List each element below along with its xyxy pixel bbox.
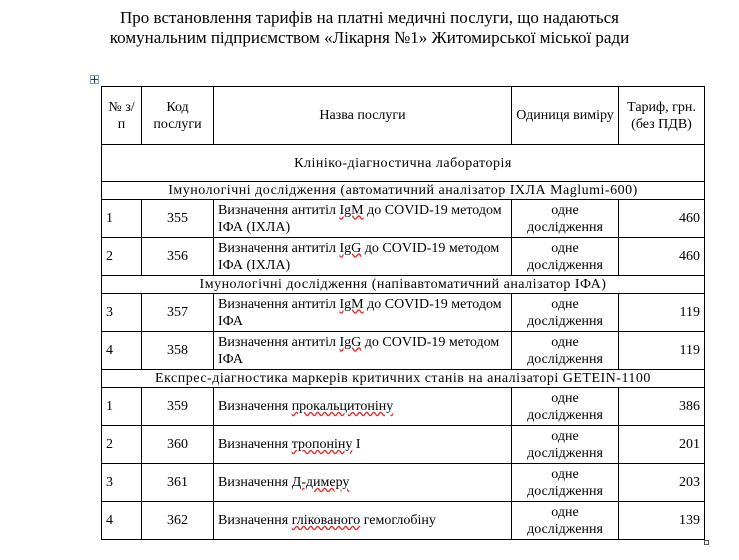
tariff-value: 460 (619, 238, 705, 276)
section-row (102, 370, 705, 388)
service-code: 355 (142, 200, 214, 238)
service-code: 361 (142, 464, 214, 502)
table-row (102, 238, 705, 276)
service-name-prefix: Визначення (218, 475, 292, 490)
service-name (214, 200, 512, 238)
tariff-value: 119 (619, 332, 705, 370)
table-move-handle-icon[interactable] (90, 75, 99, 84)
tariff-value: 119 (619, 294, 705, 332)
service-name-suffix: гемоглобіну (360, 513, 436, 528)
service-name (214, 502, 512, 540)
header-num: № з/п (102, 87, 142, 145)
tariff-value: 139 (619, 502, 705, 540)
service-code: 362 (142, 502, 214, 540)
unit-of-measure: одне дослідження (512, 464, 619, 502)
service-name-term: IgG (339, 334, 362, 350)
service-code: 357 (142, 294, 214, 332)
service-name-term: прокальцитоніну (291, 399, 394, 414)
service-code: 358 (142, 332, 214, 370)
header-tariff: Тариф, грн. (без ПДВ) (619, 87, 705, 145)
service-name-term: тропоніну (291, 437, 353, 452)
service-name-suffix: І (352, 437, 361, 452)
service-name (214, 238, 512, 276)
table-row (102, 294, 705, 332)
unit-of-measure: одне дослідження (512, 332, 619, 370)
row-number: 3 (102, 294, 142, 332)
header-unit: Одиниця виміру (512, 87, 619, 145)
section-title: Експрес-діагностика маркерів критичних станів на аналізаторі GETEIN-1100 (102, 370, 705, 388)
row-number: 1 (102, 388, 142, 426)
row-number: 3 (102, 464, 142, 502)
service-name-prefix: Визначення антитіл (218, 296, 340, 312)
service-name-term: Д-димеру (291, 475, 350, 490)
table-row (102, 426, 705, 464)
service-name-term: IgM (339, 296, 364, 312)
service-name-suffix: до COVID-19 методом ІФА (218, 334, 500, 367)
service-name-term: IgG (339, 240, 362, 256)
service-name-suffix: до COVID-19 методом ІФА (218, 296, 502, 329)
document-title (0, 8, 739, 48)
row-number: 2 (102, 426, 142, 464)
service-name-prefix: Визначення (218, 437, 292, 452)
service-name (214, 388, 512, 426)
unit-of-measure: одне дослідження (512, 238, 619, 276)
service-code: 356 (142, 238, 214, 276)
lab-title-row (102, 145, 705, 182)
tariff-table (101, 86, 705, 540)
table-row (102, 332, 705, 370)
table-header-row (102, 87, 705, 145)
header-name: Назва послуги (214, 87, 512, 145)
tariff-value: 201 (619, 426, 705, 464)
service-name-prefix: Визначення (218, 513, 292, 528)
row-number: 4 (102, 332, 142, 370)
service-name (214, 426, 512, 464)
unit-of-measure: одне дослідження (512, 426, 619, 464)
service-name-suffix: до COVID-19 методом ІФА (ІХЛА) (218, 240, 500, 273)
section-title: Імунологічні дослідження (напівавтоматичний аналізатор ІФА) (102, 276, 705, 294)
service-code: 360 (142, 426, 214, 464)
service-name-term: IgM (339, 202, 364, 218)
row-number: 1 (102, 200, 142, 238)
service-name (214, 464, 512, 502)
unit-of-measure: одне дослідження (512, 388, 619, 426)
service-name-suffix: до COVID-19 методом ІФА (ІХЛА) (218, 202, 502, 235)
service-name-prefix: Визначення (218, 399, 292, 414)
service-name-prefix: Визначення антитіл (218, 334, 340, 350)
service-name-prefix: Визначення антитіл (218, 202, 340, 218)
service-code: 359 (142, 388, 214, 426)
table-row (102, 200, 705, 238)
title-line-2: комунальним підприємством «Лікарня №1» Житомирської міської ради (109, 28, 630, 47)
tariff-value: 386 (619, 388, 705, 426)
section-row (102, 276, 705, 294)
table-row (102, 388, 705, 426)
table-row (102, 464, 705, 502)
table-resize-handle-icon[interactable] (704, 540, 709, 545)
service-name (214, 332, 512, 370)
tariff-value: 460 (619, 200, 705, 238)
row-number: 4 (102, 502, 142, 540)
row-number: 2 (102, 238, 142, 276)
unit-of-measure: одне дослідження (512, 294, 619, 332)
unit-of-measure: одне дослідження (512, 200, 619, 238)
section-row (102, 182, 705, 200)
service-name (214, 294, 512, 332)
title-line-1: Про встановлення тарифів на платні медичні послуги, що надаються (119, 8, 620, 27)
service-name-term: глікованого (291, 513, 361, 528)
header-code: Код послуги (142, 87, 214, 145)
tariff-value: 203 (619, 464, 705, 502)
unit-of-measure: одне дослідження (512, 502, 619, 540)
section-title: Імунологічні дослідження (автоматичний аналізатор ІХЛА Maglumi-600) (102, 182, 705, 200)
table-row (102, 502, 705, 540)
service-name-prefix: Визначення антитіл (218, 240, 340, 256)
lab-title: Клініко-діагностична лабораторія (102, 145, 705, 182)
